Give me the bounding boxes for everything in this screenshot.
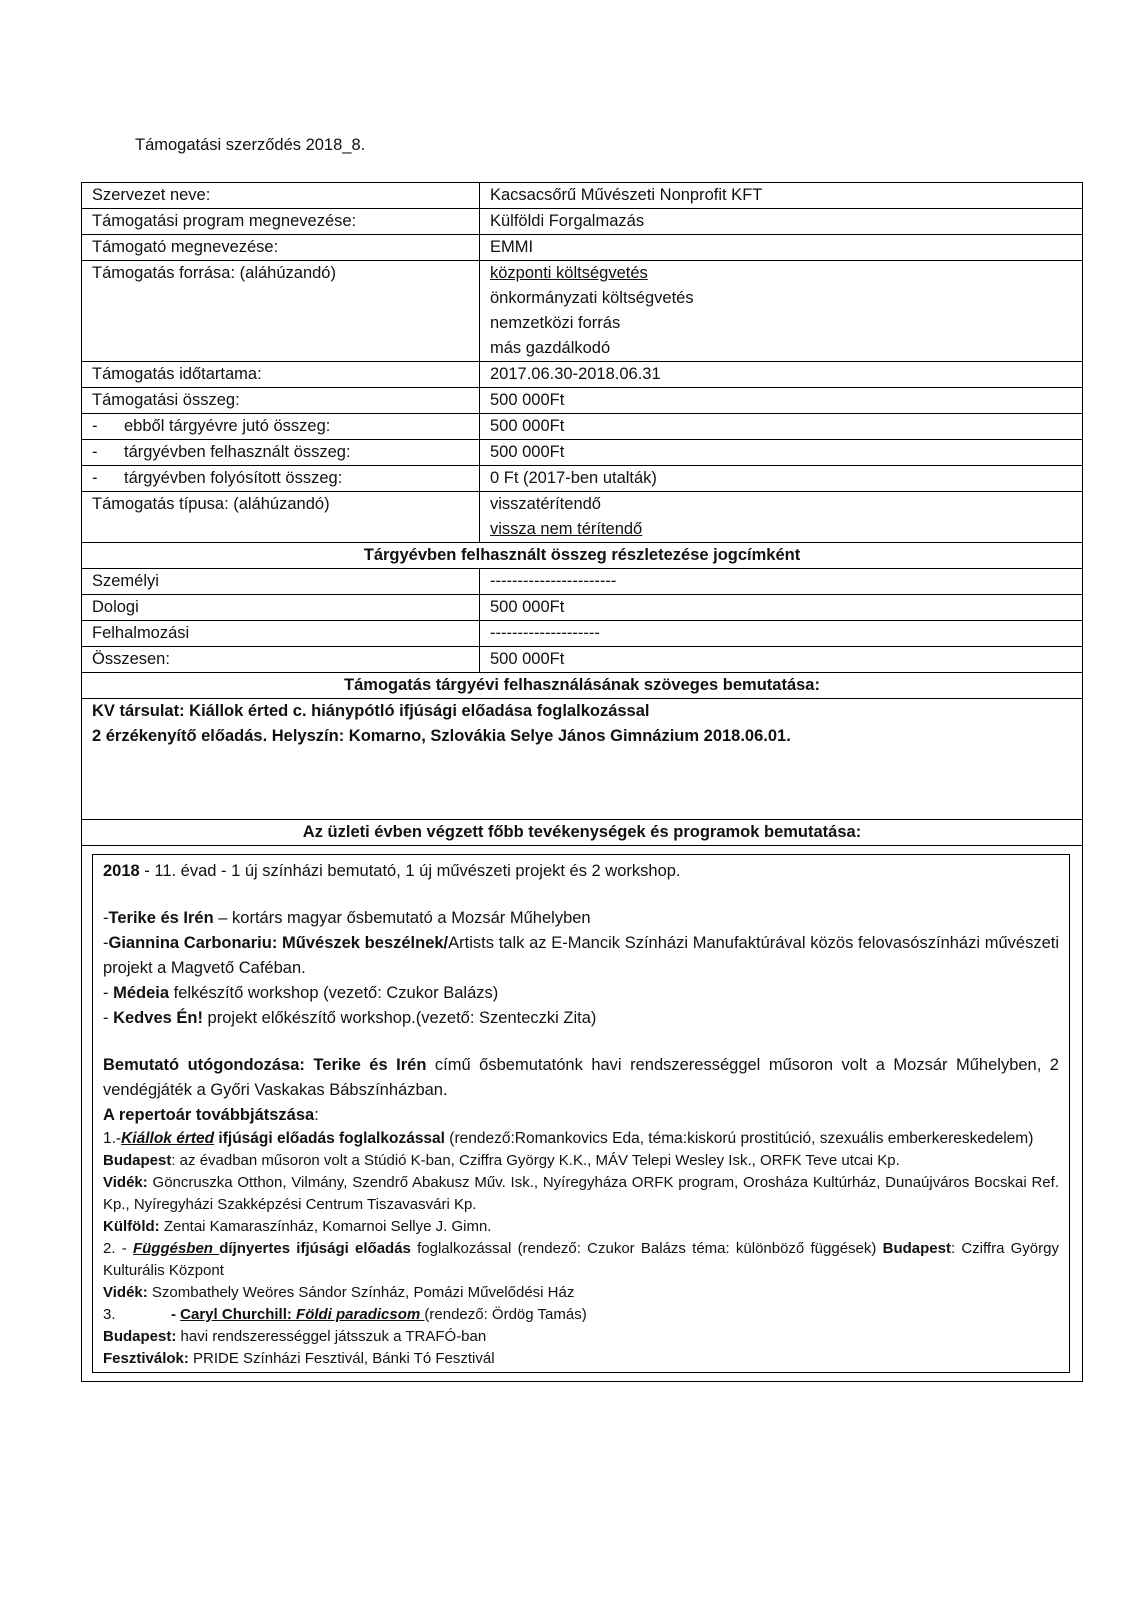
list-item: - Médeia felkészítő workshop (vezető: Czukor Balázs) (103, 984, 499, 1002)
usage-line: KV társulat: Kiállok érted c. hiánypótló ifjúsági előadása foglalkozással (92, 702, 650, 720)
type-label: Támogatás típusa: (aláhúzandó) (82, 492, 480, 543)
row-label: Támogató megnevezése: (82, 235, 480, 261)
usage-heading: Támogatás tárgyévi felhasználásának szöveges bemutatása: (82, 673, 1083, 699)
subrow-value: 500 000Ft (480, 414, 1083, 440)
contract-table (81, 182, 1083, 1382)
source-option-selected: központi költségvetés (490, 264, 648, 282)
section-heading-row (82, 543, 1083, 569)
amount-value: 500 000Ft (480, 388, 1083, 414)
repertoire-heading: A repertoár továbbjátszása: (103, 1106, 319, 1124)
usage-description (82, 699, 1083, 820)
subrow-value: 0 Ft (2017-ben utalták) (480, 466, 1083, 492)
row-label: Támogatási program megnevezése: (82, 209, 480, 235)
repertoire-item: 1.-Kiállok érted ifjúsági előadás foglalkozással (rendező:Romankovics Eda, téma:kiskorú prostitúció, szexuális emberkereskedelem) (103, 1130, 1034, 1147)
activities-box (92, 854, 1070, 1373)
section-heading-row (82, 673, 1083, 699)
table-row (82, 261, 1083, 362)
subrow-label: - ebből tárgyévre jutó összeg: (82, 414, 480, 440)
repertoire-detail: Vidék: Szombathely Weöres Sándor Színház, Pomázi Művelődési Ház (103, 1284, 575, 1301)
repertoire-detail: Külföld: Zentai Kamaraszínház, Komarnoi Sellye J. Gimn. (103, 1218, 492, 1235)
source-options (480, 261, 1083, 362)
breakdown-label: Összesen: (82, 647, 480, 673)
breakdown-value: 500 000Ft (480, 647, 1083, 673)
source-option: önkormányzati költségvetés (490, 289, 694, 307)
duration-value: 2017.06.30-2018.06.31 (480, 362, 1083, 388)
table-row (82, 492, 1083, 543)
type-option: visszatérítendő (490, 495, 601, 513)
row-value: Külföldi Forgalmazás (480, 209, 1083, 235)
table-row (82, 647, 1083, 673)
table-row (82, 414, 1083, 440)
table-row (82, 595, 1083, 621)
section-heading-row (82, 820, 1083, 846)
source-option: nemzetközi forrás (490, 314, 621, 332)
followup-paragraph: Bemutató utógondozása: Terike és Irén című ősbemutatónk havi rendszerességgel műsoron volt a Mozsár Műhelyben, 2 vendégjáték a Győri Vaskakas Bábszínházban. (103, 1056, 1059, 1099)
table-row (82, 388, 1083, 414)
source-label: Támogatás forrása: (aláhúzandó) (82, 261, 480, 362)
repertoire-item: 3. - Caryl Churchill: Földi paradicsom (rendező: Ördög Tamás) (103, 1306, 587, 1323)
duration-label: Támogatás időtartama: (82, 362, 480, 388)
table-row (82, 235, 1083, 261)
breakdown-label: Felhalmozási (82, 621, 480, 647)
breakdown-heading: Tárgyévben felhasznált összeg részletezése jogcímként (82, 543, 1083, 569)
repertoire-item: 2. - Függésben díjnyertes ifjúsági előadás foglalkozással (rendező: Czukor Balázs téma: különböző függések) Budapest: Cziffra György Kulturális Központ (103, 1240, 1059, 1279)
activities-heading: Az üzleti évben végzett főbb tevékenységek és programok bemutatása: (82, 820, 1083, 846)
subrow-label: - tárgyévben felhasznált összeg: (82, 440, 480, 466)
table-row (82, 569, 1083, 595)
list-item: -Terike és Irén – kortárs magyar ősbemutató a Mozsár Műhelyben (103, 909, 591, 927)
activities-row (82, 846, 1083, 1382)
list-item: - Kedves Én! projekt előkészítő workshop.(vezető: Szenteczki Zita) (103, 1009, 597, 1027)
type-options (480, 492, 1083, 543)
row-value: Kacsacsőrű Művészeti Nonprofit KFT (480, 183, 1083, 209)
table-row (82, 362, 1083, 388)
type-option-selected: vissza nem térítendő (490, 520, 643, 538)
table-row (82, 621, 1083, 647)
repertoire-detail: Vidék: Göncruszka Otthon, Vilmány, Szendrő Abakusz Műv. Isk., Nyíregyháza ORFK program, Orosháza Kultúrház, Dunaújváros Bocskai Ref. Kp., Nyíregyházi Szakképzési Centrum Tiszavasvári Kp. (103, 1174, 1059, 1213)
repertoire-detail: Budapest: az évadban műsoron volt a Stúdió K-ban, Cziffra György K.K., MÁV Telepi Wesley Isk., ORFK Teve utcai Kp. (103, 1152, 900, 1169)
season-intro: 2018 - 11. évad - 1 új színházi bemutató, 1 új művészeti projekt és 2 workshop. (103, 862, 681, 880)
subrow-label: - tárgyévben folyósított összeg: (82, 466, 480, 492)
table-row (82, 209, 1083, 235)
breakdown-label: Dologi (82, 595, 480, 621)
amount-label: Támogatási összeg: (82, 388, 480, 414)
breakdown-value: -------------------- (480, 621, 1083, 647)
document-title: Támogatási szerződés 2018_8. (135, 136, 366, 154)
row-label: Szervezet neve: (82, 183, 480, 209)
source-option: más gazdálkodó (490, 339, 611, 357)
usage-line: 2 érzékenyítő előadás. Helyszín: Komarno, Szlovákia Selye János Gimnázium 2018.06.01. (92, 727, 791, 745)
table-row (82, 466, 1083, 492)
activities-cell (82, 846, 1083, 1382)
usage-row (82, 699, 1083, 820)
breakdown-value: 500 000Ft (480, 595, 1083, 621)
table-row (82, 440, 1083, 466)
breakdown-label: Személyi (82, 569, 480, 595)
repertoire-detail: Budapest: havi rendszerességgel játsszuk a TRAFÓ-ban (103, 1328, 487, 1345)
list-item: -Giannina Carbonariu: Művészek beszélnek/Artists talk az E-Mancik Színházi Manufaktúrával közös felovasószínházi művészeti projekt a Magvető Caféban. (103, 934, 1059, 977)
table-row (82, 183, 1083, 209)
row-value: EMMI (480, 235, 1083, 261)
breakdown-value: ----------------------- (480, 569, 1083, 595)
repertoire-detail: Fesztiválok: PRIDE Színházi Fesztivál, Bánki Tó Fesztivál (103, 1350, 495, 1367)
subrow-value: 500 000Ft (480, 440, 1083, 466)
